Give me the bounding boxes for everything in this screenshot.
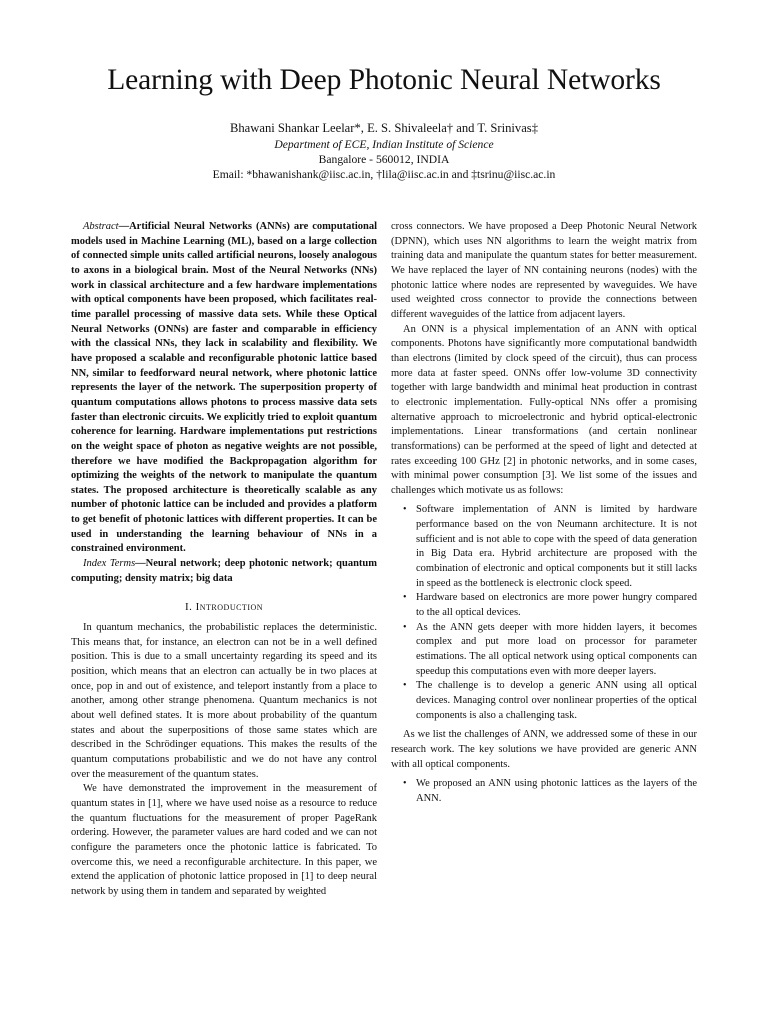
list-item [391,621,697,680]
author-names: Bhawani Shankar Leelar*, E. S. Shivaleela† and T. Srinivas‡ [229,121,538,135]
intro-paragraph-1: In quantum mechanics, the probabilistic replaces the deterministic. This means that, for instance, an electron can not be in a well defined position. This is due to a small uncertainty regarding its speed and its position, which means that an electron can actually be in two places at once, pop in and out of existence, and teleport instantly from a place to another, among other strange phenomena. Quantum mechanics is not about well defined states. It is more about probability of the quantum states and about the superpositions of those same states which are described in the Schrödinger equations. This makes the results of the quantum computations probabilistic and we do not have any control over the measurement of the quantum states. [71,622,377,780]
solutions-list [391,777,697,806]
list-item [391,777,697,806]
onn-paragraph: An ONN is a physical implementation of an ANN with optical components. Photons have significantly more computational bandwidth than electrons (limited by clock speed of the circuit), thus can process more data at faster speed. ONNs offer low-volume 3D connectivity together with large bandwidth and minimal heat production in contrast to electronic implementation. Fully-optical NNs offer a promising alternative approach to microelectronic and hybrid optical-electronic implementations. Linear transformations (and certain nonlinear transformations) can be performed at the speed of light and detected at rates exceeding 100 GHz [2] in photonic networks, and in some cases, with minimal power consumption [3]. We list some of the issues and challenges which motivate us as follows: [391,323,697,496]
list-item [391,679,697,723]
list-item-text: Hardware based on electronics are more power hungry compared to the all optical devices. [416,592,697,619]
left-column [71,220,377,900]
bullet-icon: • [403,504,407,516]
index-terms [71,557,377,586]
index-terms-lead: Index Terms [83,558,136,570]
challenges-paragraph: As we list the challenges of ANN, we addressed some of these in our research work. The key solutions we have provided are generic ANN with all optical components. [391,729,697,770]
section-heading-introduction: I. Introduction [184,601,264,614]
bullet-icon: • [403,680,407,692]
list-item [391,503,697,591]
bullet-icon: • [403,592,407,604]
abstract-text: —Artificial Neural Networks (ANNs) are computational models used in Machine Learning (ML), based on a large collection of connected simple units called artificial neurons, loosely analogous to axons in a biological brain. Most of the Neural Networks (NNs) work in classical architecture and a few hardware implementations with optical components have been proposed, which facilitates real-time parallel processing of massive data sets. While these Optical Neural Networks (ONNs) are faster and comparable in efficiency with the classical NNs, they lack in scalability and flexibility. We have proposed a scalable and reconfigurable photonic lattice based NN, similar to feedforward neural network, where photonic lattice represents the layer of the network. The superposition property of quantum computations allows photons to process massive data sets faster than electronic circuits. We explicitly tried to exploit quantum coherence for learning. Hardware implementations put restrictions on the weight space of photon as negative weights are not possible, therefore we have modified the Backpropagation algorithm for optimizing the weights of the network to manipulate the quantum states. The proposed architecture is theoretically scalable as any number of photonic lattice can be included and provides a platform to get benefit of photonic lattices with different properties. It can be used in understanding the learning behaviour of NNs in a constrained environment. [71,221,377,555]
right-column [391,220,697,812]
list-item-text: Software implementation of ANN is limited by hardware performance based on the von Neumann architecture. It is not sufficient and is not able to cope with the speed of data generation in Big Data era. Hybrid architecture are proposed with the combination of electronic and optical components but it still lacks in speed as the bottleneck is electronic clock speed. [416,504,697,589]
list-item [391,591,697,620]
list-item-text: As the ANN gets deeper with more hidden layers, it becomes complex and put more load on processor for parameter estimations. The all optical network using optical components can speedup this computations even with more deeper layers. [416,621,697,677]
abstract [71,220,377,557]
intro-paragraph-continued: cross connectors. We have proposed a Deep Photonic Neural Network (DPNN), which uses NN algorithms to learn the weight matrix from training data and manipulate the quantum states for better measurement. We have replaced the layer of NN containing neurons (nodes) with the photonic lattice where nodes are represented by waveguides. We have used weighted cross connector to provide the connections between different waveguides of the lattice from adjacent layers. [391,221,697,320]
intro-paragraph-2: We have demonstrated the improvement in the measurement of quantum states in [1], where we have used noise as a resource to reduce the quantum fluctuations for the measurement of proper PageRank ordering. However, the parameter values are hard coded and we can not configure the parameters once the photonic lattice is fabricated. To overcome this, we need a reconfigurable architecture. In this paper, we extend the application of photonic lattice proposed in [1] to deep neural network by using them in tandem and separated by weighted [71,783,377,897]
list-item-text: We proposed an ANN using photonic lattices as the layers of the ANN. [416,778,697,804]
bullet-icon: • [403,621,407,633]
author-block [40,120,728,182]
author-department: Department of ECE, Indian Institute of Science [274,138,494,151]
paper-title: Learning with Deep Photonic Neural Networks [107,64,661,96]
list-item-text: The challenge is to develop a generic ANN using all optical devices. Managing control over nonlinear properties of the optical components is also a challenging task. [416,680,697,721]
bullet-icon: • [403,778,407,790]
abstract-lead: Abstract [83,221,119,232]
author-location: Bangalore - 560012, INDIA [318,153,450,166]
challenges-list [391,503,697,723]
author-emails: Email: *bhawanishank@iisc.ac.in, †lila@iisc.ac.in and ‡tsrinu@iisc.ac.in [212,168,556,181]
index-terms-text: —Neural network; deep photonic network; quantum computing; density matrix; big data [71,558,377,584]
